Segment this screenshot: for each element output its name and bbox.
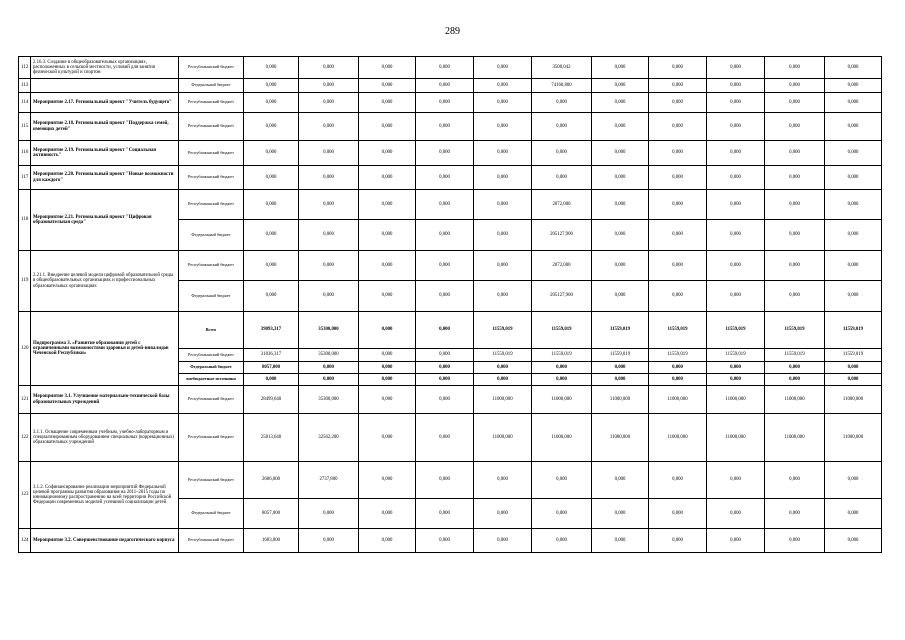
amount-cell: 0,000 — [299, 113, 359, 141]
amount-cell: 0,000 — [416, 79, 474, 93]
amount-cell: 0,000 — [416, 349, 474, 362]
amount-cell: 0,000 — [416, 57, 474, 79]
amount-cell: 0,000 — [474, 499, 532, 529]
amount-cell: 0,000 — [416, 220, 474, 251]
amount-cell: 0,000 — [532, 499, 592, 529]
amount-cell: 32562,200 — [299, 414, 359, 462]
amount-cell: 0,000 — [474, 113, 532, 141]
amount-cell: 0,000 — [474, 141, 532, 166]
amount-cell: 0,000 — [244, 141, 299, 166]
amount-cell: 0,000 — [244, 93, 299, 113]
amount-cell: 0,000 — [474, 93, 532, 113]
amount-cell: 0,000 — [416, 281, 474, 312]
amount-cell: 2737,800 — [299, 462, 359, 499]
funding-source: Республиканский бюджет — [179, 414, 244, 462]
budget-table — [18, 56, 882, 553]
row-number: 118 — [19, 190, 31, 251]
amount-cell: 0,000 — [416, 386, 474, 414]
amount-cell: 0,000 — [592, 113, 649, 141]
funding-source: Республиканский бюджет — [179, 251, 244, 281]
amount-cell: 2072,000 — [532, 251, 592, 281]
amount-cell: 11559,019 — [532, 312, 592, 349]
measure-name: Мероприятие 2.19. Региональный проект "Социальная активность" — [31, 141, 179, 166]
amount-cell: 0,000 — [825, 281, 882, 312]
amount-cell: 0,000 — [825, 499, 882, 529]
amount-cell: 0,000 — [299, 220, 359, 251]
table-row — [19, 113, 882, 141]
amount-cell: 0,000 — [707, 166, 765, 190]
amount-cell: 11000,000 — [825, 414, 882, 462]
table-row — [19, 386, 882, 414]
amount-cell: 0,000 — [244, 374, 299, 386]
amount-cell: 0,000 — [244, 113, 299, 141]
amount-cell: 0,000 — [649, 113, 707, 141]
amount-cell: 0,000 — [474, 462, 532, 499]
amount-cell: 0,000 — [765, 529, 825, 553]
amount-cell: 0,000 — [359, 190, 416, 220]
amount-cell: 0,000 — [765, 281, 825, 312]
amount-cell: 11000,000 — [474, 386, 532, 414]
amount-cell: 0,000 — [765, 79, 825, 93]
amount-cell: 0,000 — [825, 251, 882, 281]
amount-cell: 0,000 — [825, 220, 882, 251]
amount-cell: 8057,000 — [244, 499, 299, 529]
row-number: 114 — [19, 93, 31, 113]
amount-cell: 0,000 — [825, 462, 882, 499]
amount-cell: 31036,317 — [244, 349, 299, 362]
amount-cell: 11559,019 — [532, 349, 592, 362]
amount-cell: 0,000 — [299, 251, 359, 281]
row-number: 115 — [19, 113, 31, 141]
amount-cell: 11559,019 — [474, 349, 532, 362]
funding-source: Республиканский бюджет — [179, 141, 244, 166]
amount-cell: 11000,000 — [649, 386, 707, 414]
amount-cell: 0,000 — [474, 57, 532, 79]
amount-cell: 0,000 — [649, 462, 707, 499]
funding-source: Республиканский бюджет — [179, 190, 244, 220]
amount-cell: 74160,800 — [532, 79, 592, 93]
amount-cell: 0,000 — [474, 251, 532, 281]
measure-name: Подпрограмма 3. «Развитие образования детей с ограниченными возможностями здоровья и детей-инвалидов Чеченской Республики» — [31, 312, 179, 386]
amount-cell: 28499,640 — [244, 386, 299, 414]
amount-cell: 0,000 — [416, 251, 474, 281]
amount-cell: 0,000 — [532, 529, 592, 553]
amount-cell: 0,000 — [359, 251, 416, 281]
amount-cell: 0,000 — [592, 93, 649, 113]
row-number: 124 — [19, 529, 31, 553]
funding-source: Республиканский бюджет — [179, 57, 244, 79]
amount-cell: 0,000 — [707, 57, 765, 79]
amount-cell: 0,000 — [765, 462, 825, 499]
amount-cell: 11559,019 — [649, 349, 707, 362]
funding-source: внебюджетные источники — [179, 374, 244, 386]
amount-cell: 0,000 — [592, 281, 649, 312]
amount-cell: 0,000 — [532, 93, 592, 113]
amount-cell: 0,000 — [765, 374, 825, 386]
amount-cell: 11559,019 — [707, 312, 765, 349]
amount-cell: 205127,900 — [532, 220, 592, 251]
measure-name: Мероприятие 2.17. Региональный проект "Учитель будущего" — [31, 93, 179, 113]
table-row — [19, 166, 882, 190]
amount-cell: 0,000 — [299, 529, 359, 553]
amount-cell: 11559,019 — [592, 312, 649, 349]
amount-cell: 0,000 — [649, 141, 707, 166]
amount-cell: 0,000 — [416, 499, 474, 529]
amount-cell: 0,000 — [416, 462, 474, 499]
amount-cell: 0,000 — [825, 529, 882, 553]
measure-name: 3.1.1. Оснащение современным учебным, учебно-лабораторным и специализированным оборудованием специальных (коррекционных) образовательных учреждений — [31, 414, 179, 462]
amount-cell: 0,000 — [359, 312, 416, 349]
amount-cell: 0,000 — [707, 79, 765, 93]
measure-name: 3.1.2. Софинансирование реализации мероприятий Федеральной целевой программы развития образования на 2011–2015 годы по инновационному распространению на всей территории Российской Федерации современных моделей успешной социализации детей — [31, 462, 179, 529]
amount-cell: 0,000 — [765, 57, 825, 79]
amount-cell: 0,000 — [359, 462, 416, 499]
amount-cell: 0,000 — [416, 529, 474, 553]
funding-source: Федеральный бюджет — [179, 362, 244, 374]
amount-cell: 0,000 — [825, 141, 882, 166]
table-row — [19, 251, 882, 281]
measure-name — [31, 79, 179, 93]
amount-cell: 11000,000 — [707, 386, 765, 414]
funding-source: Всего — [179, 312, 244, 349]
amount-cell: 0,000 — [649, 362, 707, 374]
amount-cell: 0,000 — [532, 166, 592, 190]
funding-source: Республиканский бюджет — [179, 462, 244, 499]
amount-cell: 2686,000 — [244, 462, 299, 499]
amount-cell: 11000,000 — [649, 414, 707, 462]
amount-cell: 0,000 — [825, 113, 882, 141]
funding-source: Федеральный бюджет — [179, 281, 244, 312]
measure-name: Мероприятие 2.21. Региональный проект "Цифровая образовательная среда" — [31, 190, 179, 251]
amount-cell: 0,000 — [244, 220, 299, 251]
amount-cell: 0,000 — [825, 57, 882, 79]
amount-cell: 0,000 — [474, 362, 532, 374]
funding-source: Республиканский бюджет — [179, 349, 244, 362]
amount-cell: 1683,000 — [244, 529, 299, 553]
amount-cell: 0,000 — [707, 251, 765, 281]
amount-cell: 0,000 — [416, 166, 474, 190]
amount-cell: 0,000 — [592, 57, 649, 79]
table-row — [19, 529, 882, 553]
amount-cell: 35300,000 — [299, 349, 359, 362]
table-row — [19, 79, 882, 93]
measure-name: Мероприятие 3.2. Совершенствование педагогического корпуса — [31, 529, 179, 553]
funding-source: Республиканский бюджет — [179, 93, 244, 113]
amount-cell: 0,000 — [532, 374, 592, 386]
table-row — [19, 190, 882, 220]
amount-cell: 0,000 — [707, 499, 765, 529]
amount-cell: 0,000 — [244, 57, 299, 79]
table-row — [19, 93, 882, 113]
row-number: 113 — [19, 79, 31, 93]
amount-cell: 0,000 — [825, 190, 882, 220]
amount-cell: 0,000 — [359, 386, 416, 414]
amount-cell: 0,000 — [532, 462, 592, 499]
measure-name: Мероприятие 2.18. Региональный проект "Поддержка семей, имеющих детей" — [31, 113, 179, 141]
amount-cell: 0,000 — [707, 190, 765, 220]
amount-cell: 0,000 — [592, 462, 649, 499]
amount-cell: 11000,000 — [592, 386, 649, 414]
amount-cell: 0,000 — [707, 529, 765, 553]
amount-cell: 205127,900 — [532, 281, 592, 312]
amount-cell: 0,000 — [707, 281, 765, 312]
amount-cell: 0,000 — [765, 190, 825, 220]
amount-cell: 0,000 — [707, 93, 765, 113]
amount-cell: 0,000 — [592, 141, 649, 166]
amount-cell: 0,000 — [532, 113, 592, 141]
amount-cell: 0,000 — [707, 362, 765, 374]
measure-name: 2.16.3. Создание в общеобразовательных организациях, расположенных в сельской местности, условий для занятия физической культурой и спортом — [31, 57, 179, 79]
row-number: 121 — [19, 386, 31, 414]
amount-cell: 0,000 — [765, 362, 825, 374]
amount-cell: 0,000 — [474, 220, 532, 251]
funding-source: Республиканский бюджет — [179, 166, 244, 190]
row-number: 116 — [19, 141, 31, 166]
amount-cell: 0,000 — [474, 190, 532, 220]
amount-cell: 0,000 — [649, 529, 707, 553]
amount-cell: 0,000 — [825, 374, 882, 386]
amount-cell: 0,000 — [416, 93, 474, 113]
amount-cell: 0,000 — [765, 113, 825, 141]
amount-cell: 0,000 — [474, 79, 532, 93]
amount-cell: 0,000 — [649, 499, 707, 529]
amount-cell: 0,000 — [416, 141, 474, 166]
funding-source: Республиканский бюджет — [179, 529, 244, 553]
measure-name: Мероприятие 2.20. Региональный проект "Новые возможности для каждого" — [31, 166, 179, 190]
amount-cell: 0,000 — [474, 281, 532, 312]
funding-source: Федеральный бюджет — [179, 499, 244, 529]
amount-cell: 0,000 — [474, 166, 532, 190]
funding-source: Республиканский бюджет — [179, 386, 244, 414]
amount-cell: 11559,019 — [592, 349, 649, 362]
amount-cell: 0,000 — [299, 374, 359, 386]
amount-cell: 0,000 — [592, 79, 649, 93]
table-row — [19, 462, 882, 499]
amount-cell: 0,000 — [359, 374, 416, 386]
amount-cell: 0,000 — [765, 220, 825, 251]
funding-source: Федеральный бюджет — [179, 79, 244, 93]
amount-cell: 0,000 — [592, 499, 649, 529]
amount-cell: 35300,000 — [299, 312, 359, 349]
amount-cell: 25813,640 — [244, 414, 299, 462]
row-number: 120 — [19, 312, 31, 386]
row-number: 112 — [19, 57, 31, 79]
amount-cell: 2072,000 — [532, 190, 592, 220]
table-row — [19, 414, 882, 462]
amount-cell: 0,000 — [359, 57, 416, 79]
amount-cell: 0,000 — [359, 529, 416, 553]
amount-cell: 0,000 — [532, 141, 592, 166]
amount-cell: 0,000 — [416, 190, 474, 220]
amount-cell: 0,000 — [649, 57, 707, 79]
amount-cell: 0,000 — [299, 499, 359, 529]
table-row — [19, 141, 882, 166]
amount-cell: 0,000 — [649, 166, 707, 190]
amount-cell: 11000,000 — [765, 386, 825, 414]
amount-cell: 0,000 — [825, 166, 882, 190]
amount-cell: 0,000 — [244, 190, 299, 220]
amount-cell: 35300,000 — [299, 386, 359, 414]
amount-cell: 0,000 — [299, 57, 359, 79]
amount-cell: 0,000 — [244, 79, 299, 93]
amount-cell: 0,000 — [359, 113, 416, 141]
amount-cell: 11559,019 — [765, 312, 825, 349]
amount-cell: 0,000 — [649, 281, 707, 312]
amount-cell: 0,000 — [416, 113, 474, 141]
amount-cell: 0,000 — [359, 281, 416, 312]
amount-cell: 0,000 — [592, 529, 649, 553]
amount-cell: 11000,000 — [532, 414, 592, 462]
funding-source: Федеральный бюджет — [179, 220, 244, 251]
amount-cell: 0,000 — [359, 93, 416, 113]
row-number: 123 — [19, 462, 31, 529]
amount-cell: 0,000 — [416, 362, 474, 374]
amount-cell: 0,000 — [474, 529, 532, 553]
amount-cell: 0,000 — [359, 141, 416, 166]
amount-cell: 0,000 — [244, 281, 299, 312]
amount-cell: 0,000 — [359, 79, 416, 93]
amount-cell: 0,000 — [825, 93, 882, 113]
amount-cell: 0,000 — [359, 220, 416, 251]
row-number: 119 — [19, 251, 31, 312]
amount-cell: 11000,000 — [765, 414, 825, 462]
amount-cell: 11559,019 — [474, 312, 532, 349]
amount-cell: 0,000 — [299, 93, 359, 113]
amount-cell: 0,000 — [825, 362, 882, 374]
amount-cell: 0,000 — [359, 349, 416, 362]
amount-cell: 0,000 — [416, 312, 474, 349]
amount-cell: 0,000 — [359, 414, 416, 462]
amount-cell: 0,000 — [299, 190, 359, 220]
amount-cell: 8057,000 — [244, 362, 299, 374]
amount-cell: 0,000 — [649, 251, 707, 281]
amount-cell: 0,000 — [765, 93, 825, 113]
amount-cell: 11559,019 — [765, 349, 825, 362]
amount-cell: 11559,019 — [707, 349, 765, 362]
amount-cell: 0,000 — [825, 79, 882, 93]
amount-cell: 0,000 — [765, 251, 825, 281]
measure-name: 2.21.1. Внедрение целевой модели цифровой образовательной среды в общеобразовательных организациях и профессиональных образовательных организациях — [31, 251, 179, 312]
amount-cell: 0,000 — [244, 166, 299, 190]
amount-cell: 0,000 — [707, 220, 765, 251]
amount-cell: 0,000 — [299, 166, 359, 190]
amount-cell: 39093,317 — [244, 312, 299, 349]
amount-cell: 0,000 — [592, 251, 649, 281]
amount-cell: 0,000 — [592, 190, 649, 220]
amount-cell: 0,000 — [244, 251, 299, 281]
amount-cell: 0,000 — [649, 190, 707, 220]
amount-cell: 0,000 — [649, 220, 707, 251]
amount-cell: 0,000 — [707, 374, 765, 386]
amount-cell: 0,000 — [299, 141, 359, 166]
funding-source: Республиканский бюджет — [179, 113, 244, 141]
amount-cell: 11559,019 — [825, 349, 882, 362]
amount-cell: 11559,019 — [649, 312, 707, 349]
amount-cell: 0,000 — [649, 79, 707, 93]
amount-cell: 0,000 — [649, 93, 707, 113]
measure-name: Мероприятие 3.1. Улучшение материально-технической базы образовательных учреждений — [31, 386, 179, 414]
amount-cell: 11000,000 — [825, 386, 882, 414]
amount-cell: 0,000 — [416, 374, 474, 386]
amount-cell: 0,000 — [359, 362, 416, 374]
amount-cell: 11559,019 — [825, 312, 882, 349]
amount-cell: 0,000 — [649, 374, 707, 386]
amount-cell: 0,000 — [707, 113, 765, 141]
amount-cell: 11000,000 — [707, 414, 765, 462]
table-row — [19, 312, 882, 349]
amount-cell: 0,000 — [416, 414, 474, 462]
page-number: 289 — [445, 26, 460, 37]
amount-cell: 11000,000 — [532, 386, 592, 414]
amount-cell: 0,000 — [592, 362, 649, 374]
amount-cell: 0,000 — [592, 166, 649, 190]
amount-cell: 0,000 — [765, 141, 825, 166]
amount-cell: 0,000 — [707, 141, 765, 166]
amount-cell: 0,000 — [299, 79, 359, 93]
amount-cell: 0,000 — [359, 499, 416, 529]
table-row — [19, 57, 882, 79]
amount-cell: 3500,042 — [532, 57, 592, 79]
amount-cell: 0,000 — [592, 374, 649, 386]
amount-cell: 11000,000 — [592, 414, 649, 462]
amount-cell: 0,000 — [474, 374, 532, 386]
amount-cell: 0,000 — [707, 462, 765, 499]
amount-cell: 0,000 — [359, 166, 416, 190]
row-number: 122 — [19, 414, 31, 462]
amount-cell: 0,000 — [299, 281, 359, 312]
amount-cell: 0,000 — [592, 220, 649, 251]
amount-cell: 0,000 — [299, 362, 359, 374]
amount-cell: 11000,000 — [474, 414, 532, 462]
amount-cell: 0,000 — [765, 499, 825, 529]
amount-cell: 0,000 — [532, 362, 592, 374]
row-number: 117 — [19, 166, 31, 190]
amount-cell: 0,000 — [765, 166, 825, 190]
